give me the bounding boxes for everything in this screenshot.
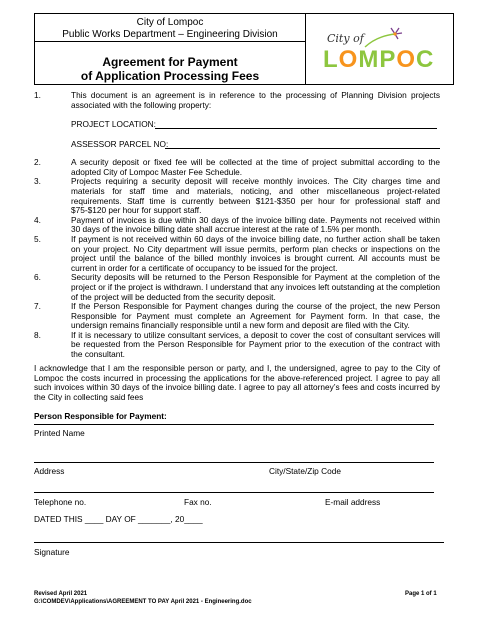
- header-box: [34, 13, 454, 85]
- flower-icon: [365, 28, 402, 47]
- title-line-2: of Application Processing Fees: [80, 69, 260, 83]
- term-item: [34, 235, 440, 273]
- printed-name-label: Printed Name: [34, 428, 85, 438]
- file-path: G:\COMDEV\Applications\AGREEMENT TO PAY April 2021 - Engineering.doc: [34, 598, 252, 605]
- page-number: Page 1 of 1: [405, 591, 437, 597]
- term-number: 8.: [34, 329, 41, 340]
- term-number: 1.: [34, 90, 41, 100]
- term-number: 3.: [34, 176, 41, 187]
- term-number: 7.: [34, 301, 41, 312]
- term-number: 2.: [34, 157, 41, 168]
- email-label: E-mail address: [325, 497, 381, 507]
- assessor-parcel-label: ASSESSOR PARCEL NO:: [71, 139, 169, 150]
- fax-label: Fax no.: [184, 497, 212, 507]
- term-text: A security deposit or fixed fee will be collected at the time of project submittal according to the adopted City of Lompoc Master Fee Schedule.: [71, 157, 440, 177]
- dated-line[interactable]: DATED THIS ____ DAY OF _______, 20____: [34, 514, 203, 524]
- term-text: If it is necessary to utilize consultant services, a deposit to cover the cost of consultant services will be requested from the Person Responsible for Payment prior to the execution of the contract with the consultant.: [71, 329, 440, 360]
- lompoc-logo-icon: [307, 14, 453, 84]
- term-text: Security deposits will be returned to the Person Responsible for Payment at the completion of the project or if the project is withdrawn. I understand that any invoices left outstanding at the completion of the project will be deducted from the security deposit.: [71, 272, 440, 302]
- document-title: [35, 55, 305, 83]
- term-item: [34, 216, 440, 235]
- term-item: [34, 158, 440, 177]
- printed-name-line[interactable]: [34, 424, 434, 425]
- address-line[interactable]: [34, 462, 434, 463]
- terms-list: [34, 91, 440, 360]
- address-label: Address: [34, 466, 65, 476]
- city-state-zip-label: City/State/Zip Code: [269, 466, 341, 476]
- responsible-heading: Person Responsible for Payment:: [34, 411, 167, 421]
- contact-line[interactable]: [34, 492, 434, 493]
- signature-line[interactable]: [34, 542, 444, 543]
- term-number: 6.: [34, 272, 41, 283]
- project-location-label: PROJECT LOCATION:: [71, 119, 156, 130]
- org-name: City of Lompoc: [136, 17, 204, 28]
- term-item: [34, 177, 440, 215]
- logo-lompoc-text: LOMPOC: [323, 46, 435, 73]
- title-line-1: Agreement for Payment: [102, 55, 238, 69]
- term-item: [34, 91, 440, 110]
- term-text: Projects requiring a security deposit will receive monthly invoices. The City charges time and materials for staff time and materials, noticing, and other miscellaneous project-related requirements. Staff time is currently between $121-$350 per hour for professional staff and $75-$120 per hour for support staff.: [71, 176, 440, 216]
- term-text: This document is an agreement is in reference to the processing of Planning Division projects associated with the following property:: [71, 90, 440, 110]
- footer-left: [34, 591, 252, 606]
- term-text: Payment of invoices is due within 30 days of the invoice billing date. Payments not received within 30 days of the invoice billing date shall accrue interest at the rate of 1.5% per month.: [71, 214, 440, 235]
- city-logo: [307, 14, 453, 84]
- assessor-parcel-field: [71, 139, 440, 150]
- assessor-parcel-line[interactable]: [165, 148, 440, 149]
- project-location-line[interactable]: [155, 128, 437, 129]
- division-name: Public Works Department – Engineering Division: [62, 28, 278, 40]
- term-text: If payment is not received within 60 days of the invoice billing date, no further action shall be taken on your project. No City department will issue permits, perform plan checks or inspections on the project until the balance of the billed monthly invoices is brought current. All accounts must be current in order for a certificate of occupancy to be issued for the project.: [71, 233, 440, 273]
- term-item: [34, 273, 440, 302]
- term-number: 4.: [34, 214, 41, 225]
- telephone-label: Telephone no.: [34, 497, 87, 507]
- revised-date: Revised April 2021: [34, 591, 88, 597]
- acknowledgement-paragraph: I acknowledge that I am the responsible person or party, and I, the undersigned, agree to pay to the City of Lompoc the costs incurred in processing the applications for the above-referenced project. I agree to pay all such invoices within 30 days of the invoice billing date. I agree to pay all attorney’s fees and costs incurred by the City in collecting said fees: [34, 363, 440, 403]
- logo-city-of-text: City of: [327, 32, 364, 45]
- project-location-field: [71, 119, 440, 130]
- header-left: [35, 14, 306, 84]
- term-item: [34, 302, 440, 331]
- term-item: [34, 331, 440, 360]
- term-text: If the Person Responsible for Payment changes during the course of the project, the new Person Responsible for Payment must complete an Agreement for Payment form. In that case, the undersign remains financially responsible until a new form and deposit are filed with the City.: [71, 301, 440, 331]
- org-block: [35, 14, 305, 42]
- term-number: 5.: [34, 233, 41, 244]
- signature-label: Signature: [34, 547, 70, 557]
